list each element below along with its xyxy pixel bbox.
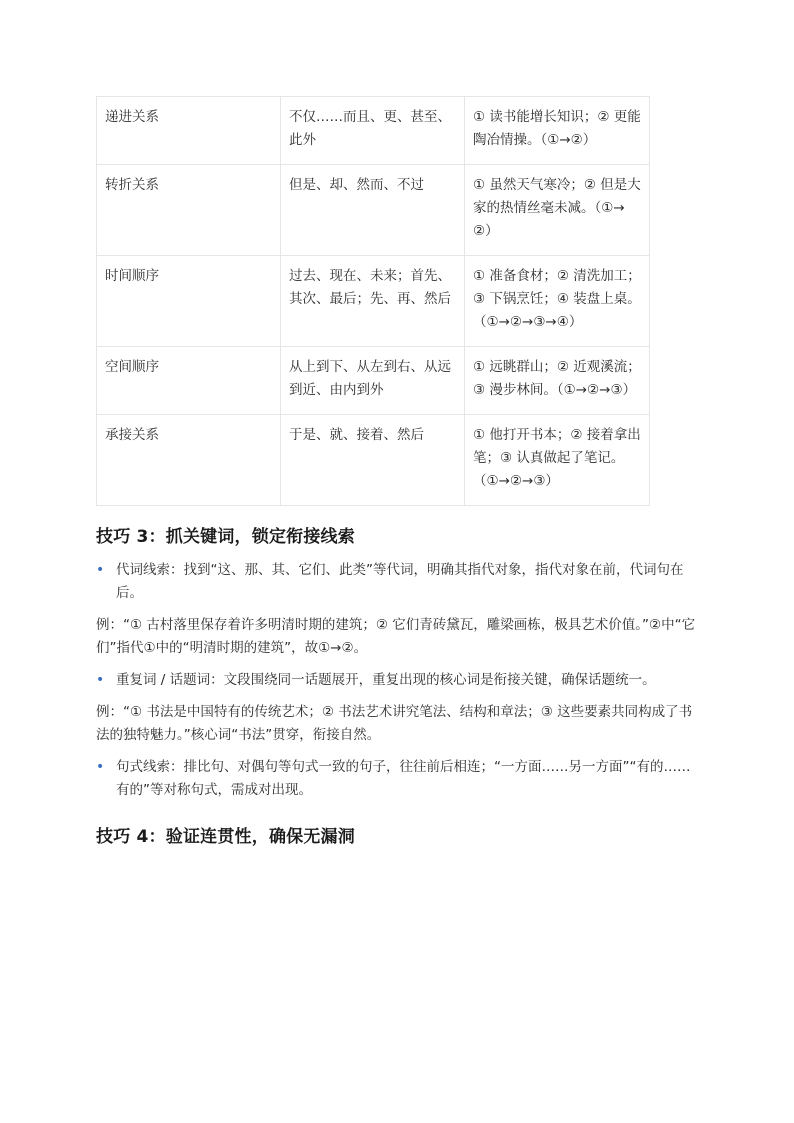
bullet-dot-icon: • [96,562,105,578]
bullet-text: 重复词 / 话题词：文段围绕同一话题展开，重复出现的核心词是衔接关键，确保话题统一。 [116,672,656,688]
example-paragraph: 例：“① 古村落里保存着许多明清时期的建筑；② 它们青砖黛瓦，雕梁画栋，极具艺术价值。”②中“它们”指代①中的“明清时期的建筑”，故①→②。 [96,617,696,656]
relation-type-cell: 转折关系 [97,165,281,256]
bullet-dot-icon: • [96,759,105,775]
table-row [97,256,650,347]
bullet-sentence-pattern [96,756,698,802]
example-cell: ① 他打开书本；② 接着拿出笔；③ 认真做起了笔记。（①→②→③） [465,415,650,506]
bullet-repeated-word [96,669,698,692]
bullet-text: 代词线索：找到“这、那、其、它们、此类”等代词，明确其指代对象，指代对象在前，代词句在后。 [116,562,684,601]
bullet-pronoun-clue [96,559,698,605]
table-row [97,415,650,506]
relation-table [96,96,650,506]
connective-words-cell: 从上到下、从左到右、从远到近、由内到外 [281,347,465,415]
relation-type-cell: 承接关系 [97,415,281,506]
example-cell: ① 远眺群山；② 近观溪流；③ 漫步林间。（①→②→③） [465,347,650,415]
example-cell: ① 读书能增长知识；② 更能陶冶情操。（①→②） [465,97,650,165]
connective-words-cell: 不仅……而且、更、甚至、此外 [281,97,465,165]
section-heading-skill-3: 技巧 3：抓关键词，锁定衔接线索 [96,527,355,547]
relation-type-cell: 时间顺序 [97,256,281,347]
bullet-dot-icon: • [96,672,105,688]
bullet-text: 句式线索：排比句、对偶句等句式一致的句子，往往前后相连；“一方面……另一方面”“有的……有的”等对称句式，需成对出现。 [116,759,691,798]
section-heading-skill-4: 技巧 4：验证连贯性，确保无漏洞 [96,827,355,847]
connective-words-cell: 但是、却、然而、不过 [281,165,465,256]
document-page [96,96,698,859]
connective-words-cell: 过去、现在、未来；首先、其次、最后；先、再、然后 [281,256,465,347]
relation-type-cell: 空间顺序 [97,347,281,415]
table-row [97,347,650,415]
example-cell: ① 准备食材；② 清洗加工；③ 下锅烹饪；④ 装盘上桌。（①→②→③→④） [465,256,650,347]
connective-words-cell: 于是、就、接着、然后 [281,415,465,506]
table-row [97,165,650,256]
table-row [97,97,650,165]
relation-type-cell: 递进关系 [97,97,281,165]
example-cell: ① 虽然天气寒冷；② 但是大家的热情丝毫未减。（①→②） [465,165,650,256]
example-paragraph: 例：“① 书法是中国特有的传统艺术；② 书法艺术讲究笔法、结构和章法；③ 这些要素共同构成了书法的独特魅力。”核心词“书法”贯穿，衔接自然。 [96,704,693,743]
